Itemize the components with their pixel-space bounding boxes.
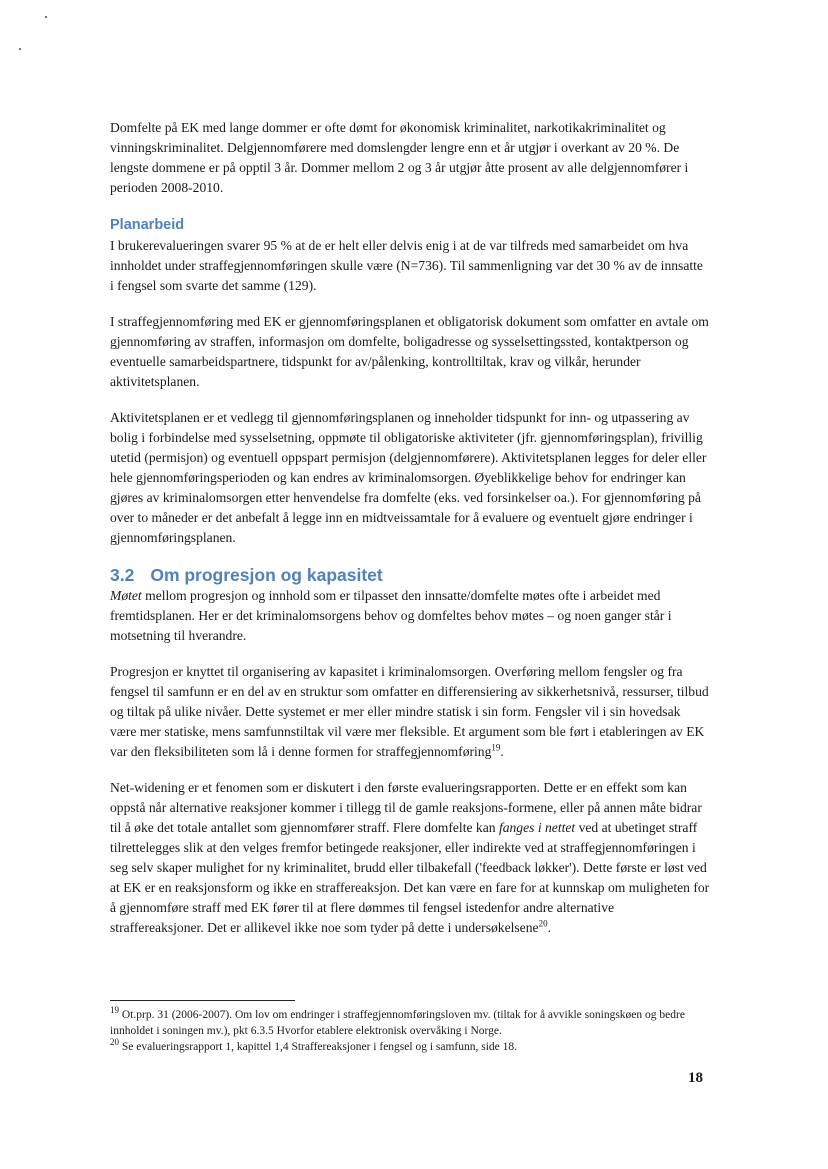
paragraph-net-widening-end: . <box>547 920 551 935</box>
document-body <box>110 118 710 954</box>
scan-speck <box>19 48 21 50</box>
paragraph-motet-text: mellom progresjon og innhold som er tilpasset den innsatte/domfelte møtes ofte i arbeidet med fremtidsplanen. Her er det kriminalomsorgens behov og domfeltes behov møtes – og noen ganger står i motsetning til hverandre. <box>110 588 672 643</box>
paragraph-progresjon <box>110 662 710 762</box>
footnote-20-number: 20 <box>110 1037 119 1048</box>
paragraph-net-widening <box>110 778 710 938</box>
paragraph-motet <box>110 586 710 646</box>
paragraph-net-widening-text-b: ved at ubetinget straff tilrettelegges slik at den velges fremfor betingede reaksjoner, eller indirekte ved at straffegjennomføringen i seg selv skaper mulighet for ny kriminalitet, brudd eller tilbakefall ('feedback løkker'). Dette første er løst ved at EK er en reaksjonsform og ikke en straffereaksjon. Det kan være en fare for at kunnskap om muligheten for å gjennomføre straff med EK fører til at flere dømmes til fengsel istedenfor andre alternative straffereaksjoner. Det er allikevel ikke noe som tyder på dette i undersøkelsene <box>110 820 710 935</box>
footnote-20 <box>110 1039 710 1055</box>
paragraph-gjennomforingsplan: I straffegjennomføring med EK er gjennomføringsplanen et obligatorisk dokument som omfatter en avtale om gjennomføring av straffen, informasjon om domfelte, boligadresse og sysselsettingssted, kontaktperson og eventuelle samarbeidspartnere, tidspunkt for av/pålenking, kontrolltiltak, krav og vilkår, herunder aktivitetsplanen. <box>110 314 709 389</box>
paragraph-aktivitetsplan: Aktivitetsplanen er et vedlegg til gjennomføringsplanen og inneholder tidspunkt for inn- og utpassering av bolig i forbindelse med sysselsetning, oppmøte til obligatoriske aktiviteter (jfr. gjennomføringsplan), frivillig utetid (permisjon) og eventuell oppspart permisjon (delgjennomførere). Aktivitetsplanen legges for deler eller hele gjennomføringsperioden og kan endres av kriminalomsorgen. Øyeblikkelige behov for endringer kan gjøres av kriminalomsorgen etter henvendelse fra domfelte (eks. ved forsinkelser oa.). For gjennomføring på over to måneder er det anbefalt å legge inn en midtveissamtale for å evaluere og eventuelt gjøre endringer i gjennomføringsplanen. <box>110 410 707 545</box>
section-heading <box>110 564 710 586</box>
footnote-separator <box>110 1000 295 1001</box>
paragraph-domfelte: Domfelte på EK med lange dommer er ofte dømt for økonomisk kriminalitet, narkotikakriminalitet og vinningskriminalitet. Delgjennomførere med domslengder lengre enn et år utgjør i overkant av 20 %. De lengste dommene er på opptil 3 år. Dommer mellom 2 og 3 år utgjør åtte prosent av alle delgjennomfører i perioden 2008-2010. <box>110 120 689 195</box>
paragraph-net-widening-text-a: Net-widening er et fenomen som er diskutert i den første evalueringsrapporten. Dette er en effekt som kan oppstå når alternative reaksjoner kommer i tillegg til de gamle reaksjons-formene, eller på annen måte bidrar til å øke det totale antallet som gjennomfører straff. Flere domfelte kan <box>110 780 702 835</box>
italic-fanges: fanges i nettet <box>498 820 576 835</box>
footnote-19-text: Ot.prp. 31 (2006-2007). Om lov om endringer i straffegjennomføringsloven mv. (tiltak for å avvikle soningskøen og bedre innholdet i soningen mv.), pkt 6.3.5 Hvorfor etablere elektronisk overvåking i Norge. <box>110 1009 685 1037</box>
italic-motet: Møtet <box>110 588 142 603</box>
section-title: Om progresjon og kapasitet <box>150 565 383 585</box>
page-number: 18 <box>688 1070 703 1086</box>
subheading-planarbeid: Planarbeid <box>110 217 185 233</box>
footnote-20-text: Se evalueringsrapport 1, kapittel 1,4 Straffereaksjoner i fengsel og i samfunn, side 18. <box>119 1041 518 1053</box>
footnotes <box>110 1007 710 1055</box>
footnote-19-number: 19 <box>110 1005 119 1016</box>
section-number: 3.2 <box>110 565 135 585</box>
footnote-ref-19[interactable]: 19 <box>491 742 501 753</box>
paragraph-brukerevaluering: I brukerevalueringen svarer 95 % at de er helt eller delvis enig i at de var tilfreds med samarbeidet om hva innholdet under straffegjennomføringen skulle være (N=736). Til sammenligning var det 30 % av de innsatte i fengsel som svarte det samme (129). <box>110 238 703 293</box>
scan-speck <box>45 16 47 18</box>
footnote-ref-20[interactable]: 20 <box>538 918 548 929</box>
paragraph-progresjon-text: Progresjon er knyttet til organisering av kapasitet i kriminalomsorgen. Overføring mellom fengsler og fra fengsel til samfunn er en del av en struktur som omfatter en differensiering av sikkerhetsnivå, ressurser, tilbud og tiltak på ulike nivåer. Dette systemet er mer eller mindre statisk i sin form. Fengsler vil i sin hovedsak være mer statiske, mens samfunnstiltak vil være mer fleksible. Et argument som ble ført i etableringen av EK var den fleksibiliteten som lå i denne formen for straffegjennomføring <box>110 664 709 759</box>
paragraph-progresjon-end: . <box>500 744 504 759</box>
footnote-19 <box>110 1007 710 1039</box>
